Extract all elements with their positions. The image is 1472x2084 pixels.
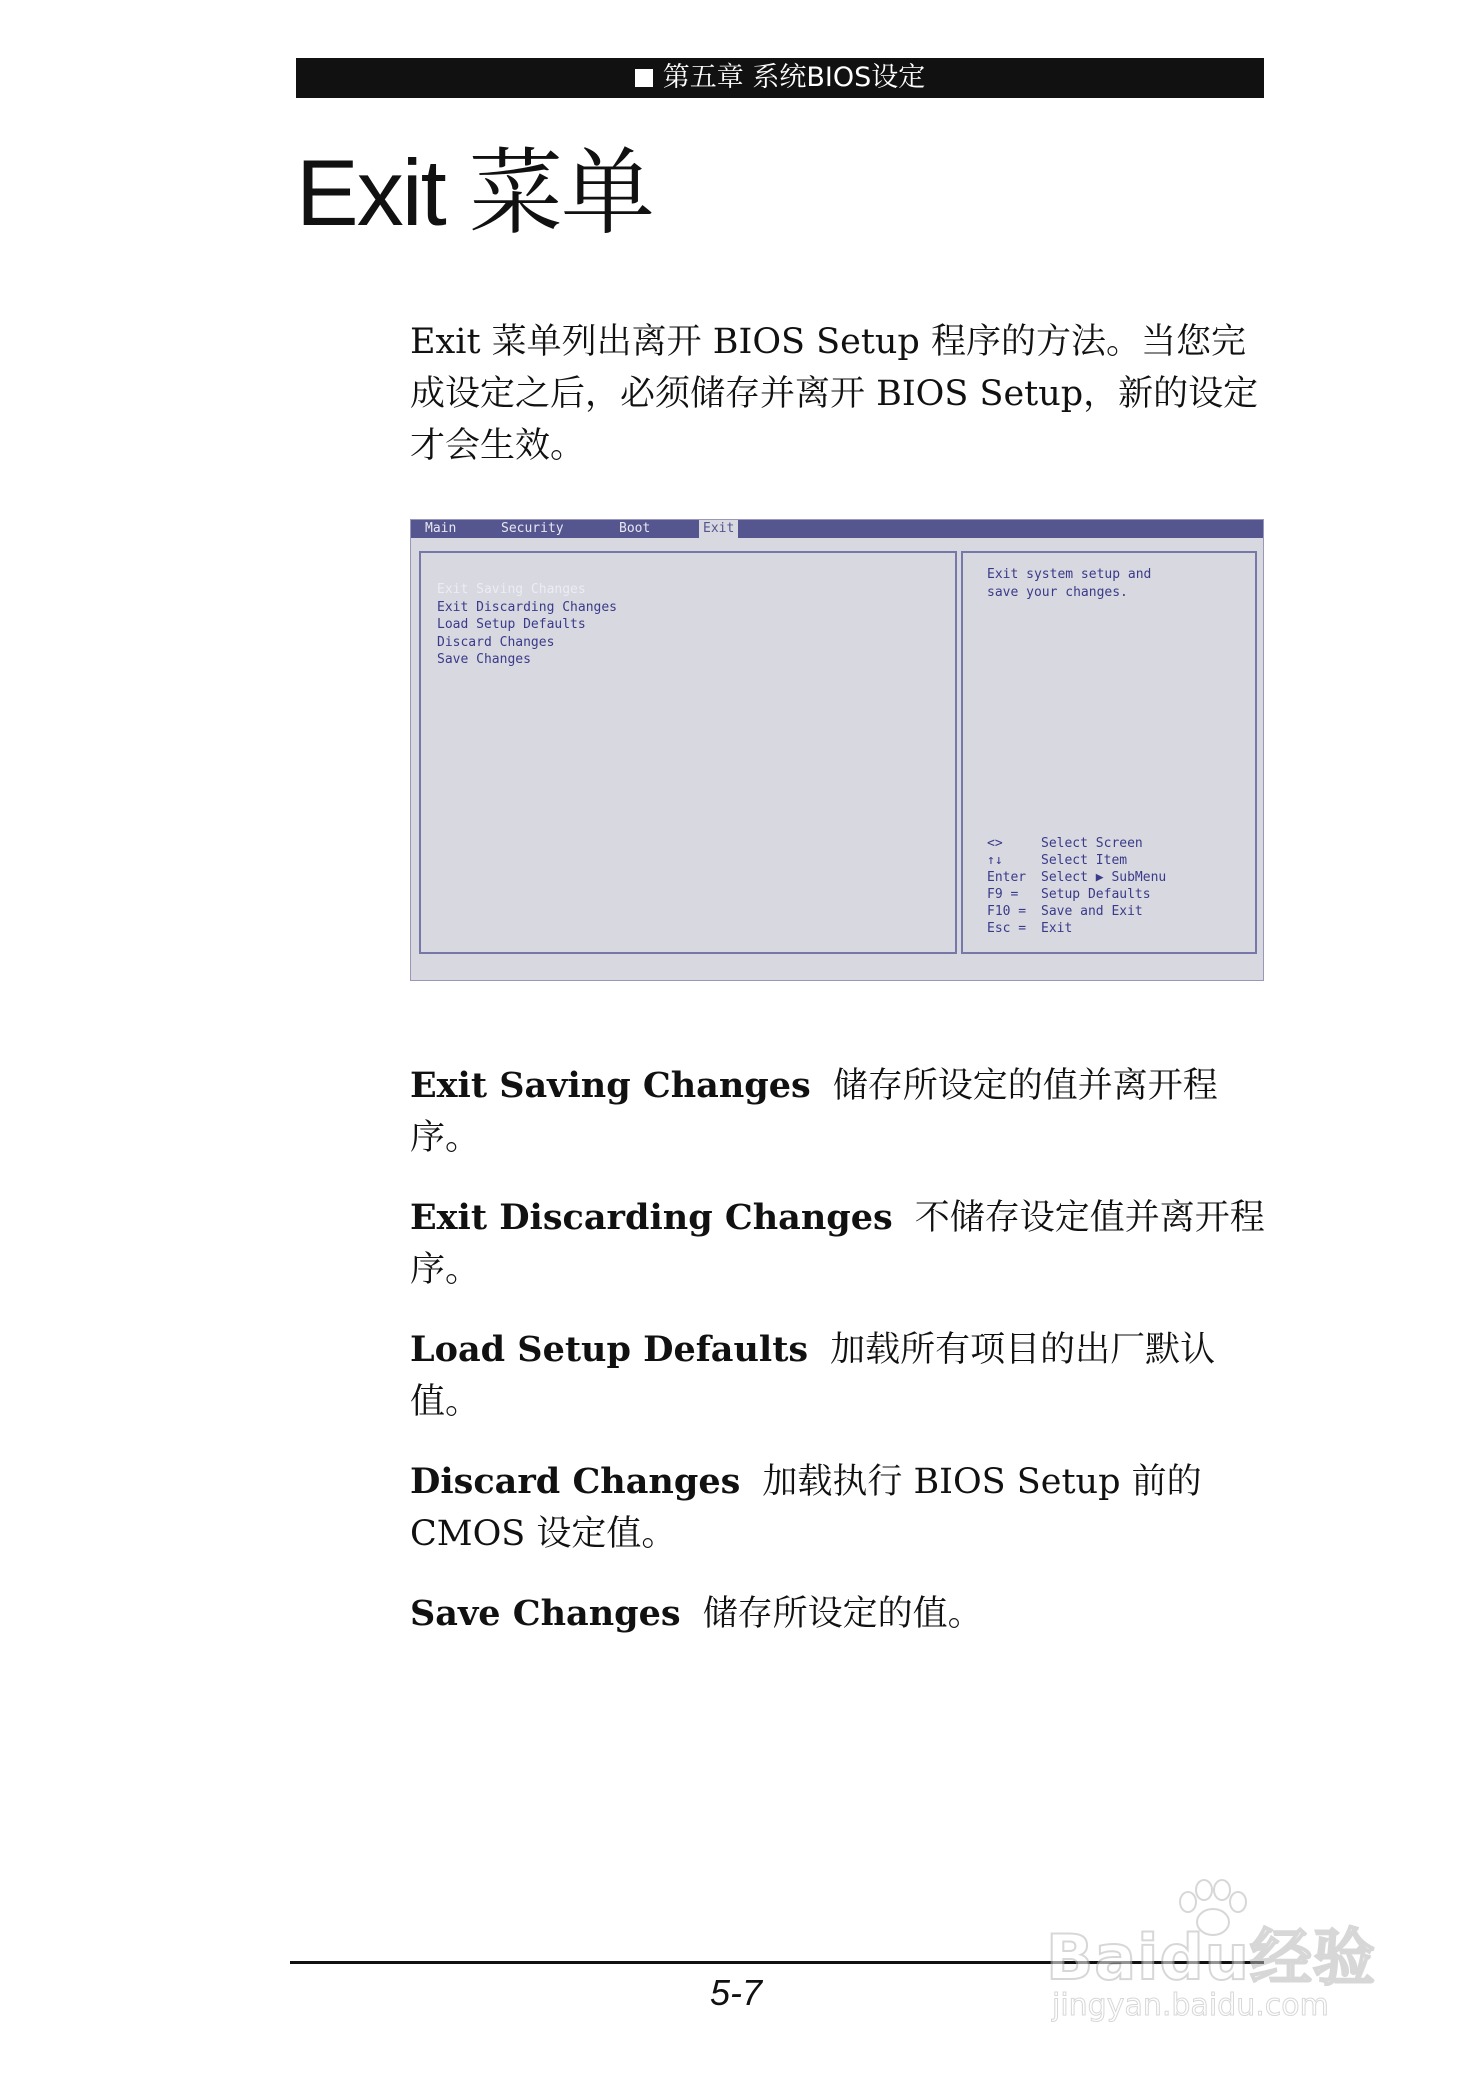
definition-term: Load Setup Defaults [410, 1329, 809, 1370]
definition-item [410, 1324, 1268, 1428]
definition-item [410, 1456, 1268, 1560]
bios-menu-item: Discard Changes [437, 634, 555, 650]
bios-key-row [987, 920, 1166, 937]
bios-tab-security: Security [501, 521, 564, 536]
watermark-url: jingyan.baidu.com [1052, 1988, 1329, 2023]
definition-description: 不储存设定值并离开程序。 [410, 1198, 1265, 1290]
definition-term: Discard Changes [410, 1461, 741, 1502]
bios-key-action: Setup Defaults [1041, 887, 1151, 902]
bios-help-panel [961, 551, 1257, 954]
bios-key-row [987, 903, 1166, 920]
bios-key-row [987, 835, 1166, 852]
bios-key: Esc = [987, 921, 1027, 936]
bios-key-action: Select Item [1041, 853, 1128, 868]
definition-item [410, 1192, 1268, 1296]
baidu-watermark [1046, 1878, 1386, 2028]
bios-menu-item: Exit Discarding Changes [437, 599, 618, 615]
bios-key-row [987, 886, 1166, 903]
definition-description: 加载执行 BIOS Setup 前的 CMOS 设定值。 [410, 1462, 1202, 1554]
bios-key-action: Save and Exit [1041, 904, 1143, 919]
page-number: 5-7 [709, 1972, 763, 2013]
definition-description: 加载所有项目的出厂默认值。 [410, 1330, 1216, 1422]
bios-key: F9 = [987, 887, 1019, 902]
bios-key-row [987, 852, 1166, 869]
definition-item [410, 1060, 1268, 1164]
bios-key: Enter [987, 870, 1027, 885]
definition-list [410, 1060, 1268, 1668]
bios-menu-bar [411, 520, 1263, 538]
intro-paragraph: Exit 菜单列出离开 BIOS Setup 程序的方法。当您完成设定之后，必须储存并离开 BIOS Setup，新的设定才会生效。 [410, 322, 1259, 466]
watermark-brand: Baidu经验 [1046, 1921, 1376, 1994]
chapter-header-bar [296, 58, 1264, 98]
definition-description: 储存所设定的值。 [702, 1594, 983, 1634]
bios-key-action: Select ▶ SubMenu [1041, 870, 1167, 885]
bios-menu-item: Exit Saving Changes [437, 582, 586, 597]
square-bullet-icon [635, 69, 653, 87]
definition-term: Exit Discarding Changes [410, 1197, 893, 1238]
bios-screenshot [410, 519, 1264, 981]
bios-menu-item: Load Setup Defaults [437, 617, 586, 632]
chapter-title: 第五章 系统BIOS设定 [662, 62, 926, 93]
definition-term: Save Changes [410, 1593, 681, 1634]
bios-tab-main: Main [425, 521, 457, 536]
bios-key: ↑↓ [987, 853, 1003, 868]
definition-item [410, 1588, 1268, 1640]
definition-description: 储存所设定的值并离开程序。 [410, 1066, 1218, 1158]
bios-tab-boot: Boot [619, 521, 651, 536]
bios-key-action: Exit [1041, 921, 1073, 936]
bios-menu-list [437, 581, 617, 669]
bios-key-row [987, 869, 1166, 886]
bios-tab-exit: Exit [699, 520, 738, 538]
definition-term: Exit Saving Changes [410, 1065, 811, 1106]
bios-menu-panel [419, 551, 957, 954]
bios-key-legend [987, 835, 1166, 937]
page-title: Exit 菜单 [296, 140, 653, 245]
bios-key: <> [987, 836, 1003, 851]
bios-menu-item: Save Changes [437, 652, 531, 667]
bios-key: F10 = [987, 904, 1027, 919]
bios-key-action: Select Screen [1041, 836, 1143, 851]
bios-help-text: Exit system setup and save your changes. [987, 567, 1152, 600]
